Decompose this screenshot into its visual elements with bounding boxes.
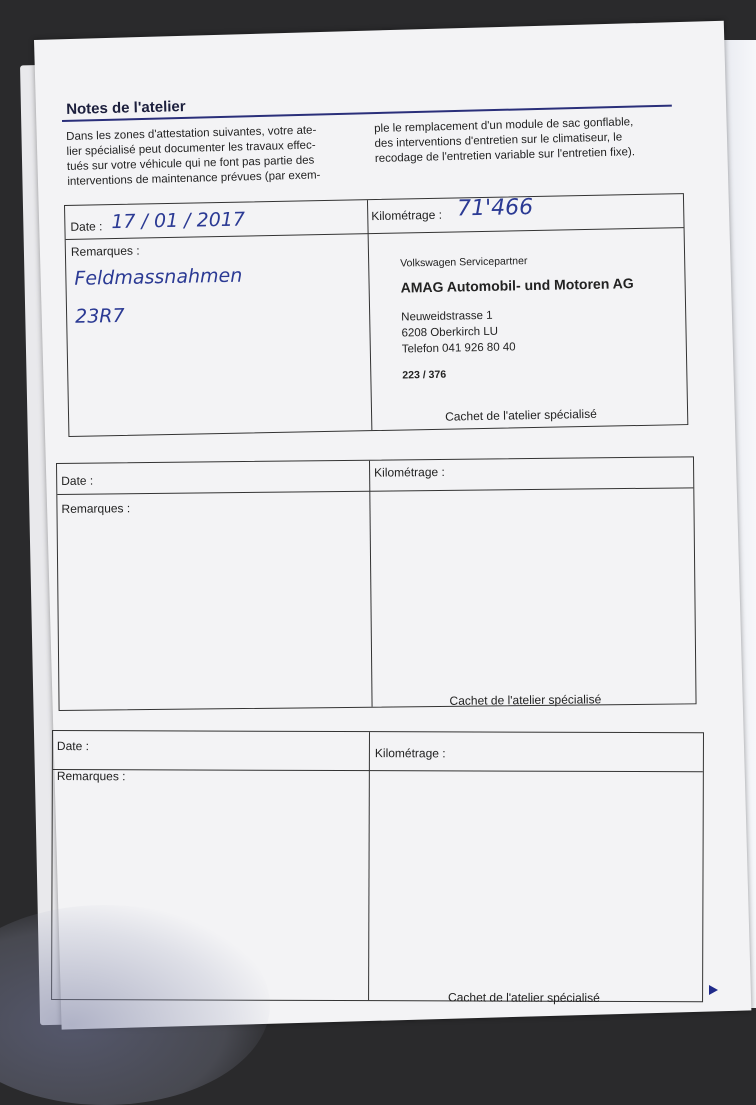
stamp-caption: Cachet de l'atelier spécialisé bbox=[449, 692, 602, 708]
header-divider bbox=[57, 487, 693, 495]
date-label: Date : bbox=[70, 219, 103, 234]
mileage-value: 71'466 bbox=[456, 194, 534, 222]
remarks-line: Feldmassnahmen bbox=[74, 264, 243, 290]
column-divider bbox=[369, 461, 373, 707]
mileage-label: Kilométrage : bbox=[374, 746, 446, 761]
date-label: Date : bbox=[56, 739, 89, 754]
column-divider bbox=[368, 732, 370, 1000]
intro-left-column bbox=[66, 123, 321, 190]
remarks-label: Remarques : bbox=[61, 501, 131, 516]
remarks-label: Remarques : bbox=[56, 769, 126, 784]
stamp-city: 6208 Oberkirch LU bbox=[401, 325, 499, 340]
intro-left-line: tués sur votre véhicule qui ne font pas partie des bbox=[66, 154, 315, 173]
attestation-block-2 bbox=[56, 456, 697, 711]
column-divider bbox=[367, 200, 373, 430]
stamp-caption: Cachet de l'atelier spécialisé bbox=[445, 406, 597, 424]
intro-right-line: des interventions d'entretien sur le climatiseur, le bbox=[374, 131, 623, 150]
remarks-line: 23R7 bbox=[74, 304, 125, 328]
stamp-street: Neuweidstrasse 1 bbox=[401, 309, 493, 324]
stamp-company: AMAG Automobil- und Motoren AG bbox=[400, 275, 634, 296]
intro-left-line: interventions de maintenance prévues (par exem- bbox=[67, 169, 321, 188]
header-divider bbox=[53, 769, 703, 772]
attestation-block-1 bbox=[64, 193, 688, 437]
stamp-caption: Cachet de l'atelier spécialisé bbox=[448, 990, 600, 1005]
intro-left-line: Dans les zones d'attestation suivantes, votre ate- bbox=[66, 124, 317, 143]
intro-right-line: ple le remplacement d'un module de sac gonflable, bbox=[374, 116, 634, 135]
mileage-label: Kilométrage : bbox=[374, 464, 445, 480]
mileage-label: Kilométrage : bbox=[371, 207, 443, 224]
date-label: Date : bbox=[61, 473, 94, 488]
intro-right-line: recodage de l'entretien variable sur l'entretien fixe). bbox=[374, 146, 636, 165]
intro-right-column bbox=[374, 115, 635, 167]
stamp-header: Volkswagen Servicepartner bbox=[400, 255, 528, 270]
stamp-phone: Telefon 041 926 80 40 bbox=[401, 341, 516, 356]
stamp-code: 223 / 376 bbox=[402, 368, 447, 382]
page-turn-arrow-icon bbox=[709, 985, 718, 995]
remarks-label: Remarques : bbox=[70, 243, 140, 259]
intro-left-line: lier spécialisé peut documenter les travaux effec- bbox=[66, 139, 316, 158]
date-value: 17 / 01 / 2017 bbox=[111, 208, 246, 234]
section-title: Notes de l'atelier bbox=[66, 98, 186, 118]
